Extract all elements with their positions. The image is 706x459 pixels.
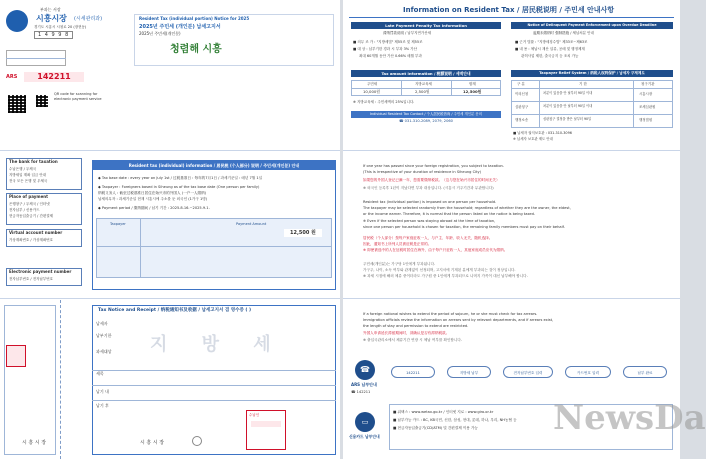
place-box-line2: 전자납부 / 신용카드 <box>9 208 40 212</box>
para-2-en-c: or the income earner. Therefore, it is normal that the person listed on the notice is being taxed. <box>363 212 536 216</box>
late-payment-bar: Late Payment Penalty Tax Information <box>351 22 501 29</box>
individual-contact-bar: Individual Resident Tax Contact / 个人居民税咨询 / 주민세 개인분 문의 <box>351 111 501 118</box>
stamp-label: 수납인 <box>249 413 260 417</box>
electronic-box-title: Electronic payment number <box>9 269 72 274</box>
payment-amount: 12,500 원 <box>284 229 322 237</box>
late-payment-sub: 滞纳罚款说明 / 납부지연가산세 <box>383 31 432 35</box>
card-info-label: 신용카드 납부안내 <box>349 434 380 439</box>
footer-main-signature: 시 흥 시 장 <box>140 440 165 446</box>
phone-icon: ☎ <box>355 360 375 380</box>
stub-amount-box <box>6 345 26 367</box>
relief-row-3-type: 행정소송 <box>515 118 529 122</box>
para-2-en-e: since one person per household is chosen for taxation, the remaining family members must pay on their behalf. <box>363 225 565 229</box>
bank-box-line1: 수납은행 / 우체국 <box>9 167 37 171</box>
place-box-title: Place of payment <box>9 194 49 199</box>
receipt-stub <box>4 305 56 455</box>
late-line-1: ■ 의무 조 가 : "지방세법" 제55조 및 제55조 <box>353 40 423 44</box>
relief-bar: Taxpayer Relief System / 纳税人权利保护 / 납세자 구제제도 <box>511 70 673 77</box>
ars-step-3: 전자납부번호 입력 <box>503 366 553 378</box>
electronic-box-line1: 전자납부번호 / 전자납부번호 <box>9 277 53 281</box>
foreign-note-zh: 外国人申请延长滞留期间时，须确认是否有滞纳税款。 <box>363 331 450 335</box>
bullet-taxpayer-ko: 납세의무자 : 과세기준일 현재 시흥시에 주소를 둔 외국인 (1가구 1명) <box>98 197 208 201</box>
para-2-zh-c: ※ 即使被选中的人在征税时居住在海外，由于每户只征收一人，其他家庭成员应代为缴纳。 <box>363 248 508 252</box>
para-2-en: Resident tax (individual portion) is imposed on one person per household. <box>363 200 497 204</box>
office-name: 시흥시장 <box>36 14 67 23</box>
relief-row-2-agency: 조세심판원 <box>639 105 656 109</box>
para-2-ko-c: ※ 과세 시점에 해외 체류 중이더라도 가구원 중 1인에게 부과되므로 나머지 가족이 대신 납부해야 합니다. <box>363 274 528 278</box>
bullet-tax-base-date: ◆ Tax base date : every year on July 1st / 过税基准日 : 每年的7月1日 / 과세기준일 : 매년 7월 1일 <box>98 176 263 180</box>
relief-header-type: 구 분 <box>517 82 525 86</box>
info-title: Information on Resident Tax / 居民税说明 / 주민세 안내사항 <box>403 6 615 14</box>
amount-label: Payment Amount <box>236 222 267 226</box>
para-2-en-d: ※ Even if the selected person was staying abroad at the time of taxation, <box>363 219 496 223</box>
place-box <box>6 193 82 225</box>
individual-contact-phone[interactable]: ☎ 031-310-2089, 2079, 2060 <box>399 119 453 123</box>
bullet-taxpayer-zh: 纳税义务人 : 截至过税基准日居住在始兴市的外国人 (一户一人缴纳) <box>98 191 207 195</box>
zip-code: 1 4 9 9 8 <box>34 31 73 39</box>
place-box-line3: 현금자동입출금기 / 간편결제 <box>9 214 53 218</box>
brand-logo: 청렴해 시흥 <box>170 44 222 55</box>
receipt-stamp-area <box>246 410 286 450</box>
tax-header-total: 합계 <box>469 82 476 86</box>
place-box-line1: 은행창구 / 우체국 / 인터넷 <box>9 202 50 206</box>
amount-table <box>96 218 332 278</box>
bank-box <box>6 158 82 190</box>
payment-qr-code[interactable] <box>8 95 26 113</box>
delinquent-line-3: 관허사업 제한, 출국금지 등 조치 가능 <box>521 54 579 58</box>
receipt-label-payer: 납세자 <box>96 321 108 326</box>
para-2-ko-b: 가구주, 나이, 소득 여부와 관계없이 선정되며, 고지서에 기재된 분에게 부과되는 것이 정상입니다. <box>363 268 516 272</box>
electronic-payment-box <box>6 268 82 286</box>
foreign-note-1: If a foreign national wishes to extend the period of sojourn, he or she must check for tax arrears. <box>363 312 538 316</box>
office-small: 부과는 서장 <box>40 7 61 12</box>
tax-notice-back <box>343 0 706 459</box>
payment-qr-code-small[interactable] <box>36 95 48 107</box>
notice-title-en: Resident Tax (individual portion) Notice for 2025 <box>139 16 250 21</box>
para-2-zh: 居民税（个人部分）按每户家庭征收一人，与户主、年龄、收入无关，随机选择。 <box>363 236 493 240</box>
news-watermark: NewsDa <box>553 398 706 438</box>
para-1-en: If one year has passed since your foreign registration, you subject to taxation. <box>363 164 504 168</box>
tax-value-total: 12,500원 <box>463 89 482 94</box>
virtual-account-box <box>6 229 82 247</box>
receipt-label-tax-item: 세목 <box>96 371 104 376</box>
tax-value-resident: 10,000원 <box>363 89 380 94</box>
siheung-logo-icon <box>6 10 28 32</box>
relief-note-2: ※ 납세자 보호관 제도 안내 <box>513 137 553 141</box>
tax-value-education: 2,500원 <box>415 89 430 94</box>
bank-box-line3: 전국 모든 은행 및 우체국 <box>9 179 48 183</box>
ars-step-5: 납부 완료 <box>623 366 667 378</box>
qr-text-2: electronic payment service <box>54 97 102 101</box>
seal-icon <box>192 436 202 446</box>
receipt-label-deadline: 납부기한 <box>96 333 112 338</box>
relief-note-1: ■ 납세자 권익보호관 : 031-310-3096 <box>513 131 572 135</box>
taxpayer-label: Taxpayer <box>110 222 126 226</box>
relief-header-deadline: 기 한 <box>579 82 587 86</box>
resident-tax-info-bar: Resident tax (individual) information / 居民税 (个人部分) 说明 / 주민세(개인분) 안내 <box>93 161 335 170</box>
tax-notice-front <box>0 0 340 459</box>
para-1-en-b: (This is irrespective of your duration of residence in Siheung City) <box>363 170 482 174</box>
ars-label: ARS <box>6 74 18 80</box>
stamp-mark <box>251 421 281 427</box>
para-1-ko: ※ 외국인 등록후 1년이 지났다면 부과 대상입니다. (시흥시 거주기간과 무관합니다) <box>363 186 494 190</box>
receipt-label-object: 과세대상 <box>96 349 112 354</box>
foreign-note-3: the length of stay and permission to extend are restricted. <box>363 324 469 328</box>
ars-info-label: ARS 납부안내 <box>351 382 377 387</box>
para-2-en-b: The taxpayer may be selected randomly from the household; regardless of whether they are the owner, the eldest, <box>363 206 571 210</box>
relief-row-1-type: 이의신청 <box>515 92 529 96</box>
bank-box-title: The bank for taxation <box>9 159 58 164</box>
bank-box-line2: 지방세입 계좌 입금 안내 <box>9 173 47 177</box>
notice-sub: 2025년 주민세(개인분) <box>139 31 181 36</box>
tax-amount-bar: Tax amount information / 税额说明 / 세액안내 <box>351 70 501 77</box>
para-2-ko: 주민세(개인분)는 가구당 1인에게 부과됩니다. <box>363 262 436 266</box>
ars-number: 142211 <box>24 72 84 82</box>
footer-stub-signature: 시 흥 시 장 <box>22 440 47 446</box>
relief-row-3-agency: 행정법원 <box>639 118 653 122</box>
office-address: 경기도 시흥시 시청로 20 (장현동) <box>34 25 87 29</box>
notice-title-ko: 2025년 주민세 (개인분) 납세고지서 <box>139 24 221 30</box>
delinquent-sub: 逾期未缴纳时 强制措施 / 체납처분 안내 <box>533 31 594 35</box>
credit-card-icon: ▭ <box>355 412 375 432</box>
receipt-main <box>92 305 336 455</box>
relief-row-2-deadline: 처분이 있음을 안 날부터 90일 이내 <box>543 104 593 108</box>
late-line-3: 최대 60개월 동안 가산 0.66% 매월 부과 <box>359 54 422 58</box>
para-2-zh-b: 因此，通知书上所列人员被征税是正常的。 <box>363 242 432 246</box>
card-line-2: ■ 납부가능 카드 : BC, KB국민, 신한, 삼성, 현대, 롯데, 하나, 우리, NH농협 등 <box>393 418 517 422</box>
ars-step-2: 지방세 납부 <box>447 366 491 378</box>
relief-row-3-deadline: 심판청구 결정을 받은 날부터 90일 <box>543 117 592 121</box>
ars-info-number[interactable]: ☎ 142211 <box>351 390 371 394</box>
ars-step-4: 카드번호 입력 <box>565 366 611 378</box>
receipt-label-after: 납기 후 <box>96 403 109 408</box>
relief-row-2-type: 심판청구 <box>515 105 529 109</box>
divider <box>0 150 340 151</box>
late-line-2: ■ 대 상 : 납부기한 경과 시 부과 3% 가산 <box>353 47 418 51</box>
notice-header-box <box>134 14 334 66</box>
foreign-note-2: Immigration officials review the information on arrears sent by relevant departments, and if arrears exist, <box>363 318 554 322</box>
delinquent-bar: Notice of Delinquent Payment Enforcement upon Overdue Deadline <box>511 22 673 29</box>
bullet-payment-period: ◆ Payment period / 缴纳期间 / 납기 기간 : 2025.8.16.~2025.9.1. <box>98 206 210 210</box>
bullet-taxpayer: ◆ Taxpayer : Foreigners based in Siheung as of the tax base date (One person per family) <box>98 185 260 189</box>
tear-line <box>60 300 61 459</box>
receipt-label-within: 납기 내 <box>96 389 109 394</box>
card-line-3: ■ 현금자동입출금기(CD/ATM) 및 간편결제 이용 가능 <box>393 426 478 430</box>
para-1-zh: 如果您的外国人登记已满一年，您需要缴纳税款。（这与您在始兴市居住的时间无关） <box>363 178 500 182</box>
qr-text-1: QR code for scanning for <box>54 92 98 96</box>
receipt-bar: Tax Notice and Receipt / 纳税通知书及收据 / 납세고지서 겸 영수증 ( ) <box>98 308 252 313</box>
delinquent-line-2: ■ 내 용 : 체납시 재산 압류, 공매 및 행정제재 <box>515 47 585 51</box>
receipt-watermark: 지 방 세 <box>150 334 285 355</box>
relief-row-1-deadline: 처분이 있음을 안 날부터 90일 이내 <box>543 91 593 95</box>
card-line-1: ■ 위택스 : www.wetax.go.kr / 인터넷 지로 : www.giro.or.kr <box>393 410 494 414</box>
virtual-box-title: Virtual account number <box>9 230 63 235</box>
ars-step-1: 142211 <box>391 366 435 378</box>
foreign-note-ko: ※ 출입국관리소에서 체류기간 연장 시 체납 여부를 확인합니다. <box>363 338 462 342</box>
virtual-box-line1: 가상계좌번호 / 가상계좌번호 <box>9 238 53 242</box>
office-sub: (시세관리과) <box>74 16 103 22</box>
tax-header-education: 지방교육세 <box>415 82 432 86</box>
tax-amount-note: ※ 지방교육세 : 주민세액의 25%입니다. <box>353 100 415 104</box>
relief-header-agency: 청구기관 <box>641 82 655 86</box>
relief-row-1-agency: 시흥시장 <box>639 92 653 96</box>
delinquent-line-1: ■ 근거 법률 : "지방세징수법" 제33조~제63조 <box>515 40 588 44</box>
tax-header-resident: 주민세 <box>367 82 378 86</box>
